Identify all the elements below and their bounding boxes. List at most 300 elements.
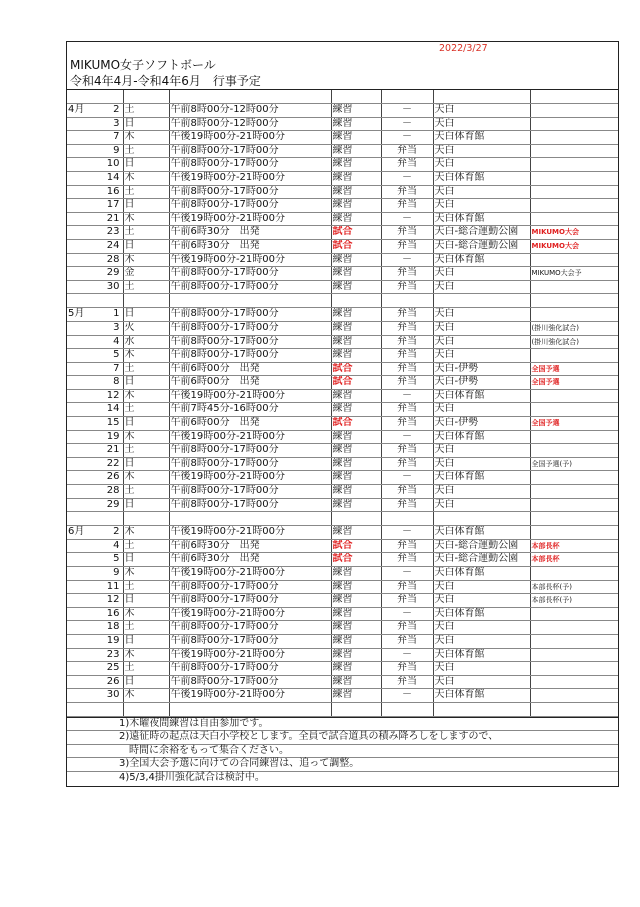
day-cell xyxy=(67,444,123,458)
weekday-cell: 土 xyxy=(123,621,169,635)
empty-cell xyxy=(433,512,530,526)
meal-cell: 弁当 xyxy=(381,417,433,431)
schedule-row xyxy=(67,689,618,703)
event-type-cell: 練習 xyxy=(331,158,381,172)
place-cell: 天白 xyxy=(433,158,530,172)
empty-cell xyxy=(123,294,169,308)
place-cell: 天白体育館 xyxy=(433,648,530,662)
note-cell: MIKUMO大会 xyxy=(530,226,618,240)
note-cell xyxy=(530,607,618,621)
empty-cell xyxy=(381,512,433,526)
note-cell: 全国予選 xyxy=(530,376,618,390)
schedule-row xyxy=(67,648,618,662)
event-type-cell: 練習 xyxy=(331,185,381,199)
weekday-cell: 土 xyxy=(123,580,169,594)
place-cell: 天白 xyxy=(433,634,530,648)
schedule-row xyxy=(67,185,618,199)
event-type-cell: 練習 xyxy=(331,594,381,608)
time-cell: 午後19時00分-21時00分 xyxy=(169,648,331,662)
note-cell xyxy=(530,104,618,118)
place-cell: 天白 xyxy=(433,498,530,512)
note-cell: 本部長杯 xyxy=(530,553,618,567)
place-cell: 天白 xyxy=(433,403,530,417)
time-cell: 午前6時30分 出発 xyxy=(169,553,331,567)
note-cell xyxy=(530,648,618,662)
meal-cell: － xyxy=(381,567,433,581)
day-cell xyxy=(67,539,123,553)
note-cell xyxy=(530,171,618,185)
weekday-cell: 火 xyxy=(123,321,169,335)
note-cell: 全国予選 xyxy=(530,417,618,431)
day-number: 30 xyxy=(106,689,120,701)
empty-cell xyxy=(433,90,530,104)
schedule-row xyxy=(67,104,618,118)
place-cell: 天白 xyxy=(433,662,530,676)
place-cell: 天白 xyxy=(433,104,530,118)
weekday-cell: 水 xyxy=(123,335,169,349)
day-cell xyxy=(67,471,123,485)
weekday-cell: 木 xyxy=(123,389,169,403)
day-number: 28 xyxy=(106,485,120,497)
time-cell: 午前6時00分 出発 xyxy=(169,362,331,376)
day-number: 8 xyxy=(113,376,120,388)
schedule-row xyxy=(67,267,618,281)
event-type-cell: 練習 xyxy=(331,403,381,417)
place-cell: 天白体育館 xyxy=(433,253,530,267)
note-cell xyxy=(530,144,618,158)
place-cell: 天白 xyxy=(433,117,530,131)
schedule-row xyxy=(67,567,618,581)
schedule-row xyxy=(67,117,618,131)
day-cell xyxy=(67,349,123,363)
meal-cell: － xyxy=(381,117,433,131)
meal-cell: － xyxy=(381,104,433,118)
day-number: 21 xyxy=(106,212,120,224)
meal-cell: 弁当 xyxy=(381,158,433,172)
schedule-row xyxy=(67,580,618,594)
note-cell xyxy=(530,498,618,512)
time-cell: 午前8時00分-17時00分 xyxy=(169,349,331,363)
meal-cell: 弁当 xyxy=(381,403,433,417)
day-cell xyxy=(67,144,123,158)
time-cell: 午前8時00分-17時00分 xyxy=(169,267,331,281)
time-cell: 午前6時30分 出発 xyxy=(169,539,331,553)
weekday-cell: 土 xyxy=(123,403,169,417)
day-number: 26 xyxy=(106,471,120,483)
schedule-row xyxy=(67,321,618,335)
meal-cell: 弁当 xyxy=(381,362,433,376)
time-cell: 午前8時00分-17時00分 xyxy=(169,675,331,689)
day-cell xyxy=(67,212,123,226)
day-cell xyxy=(67,158,123,172)
day-cell xyxy=(67,131,123,145)
day-cell xyxy=(67,117,123,131)
place-cell: 天白-総合運動公園 xyxy=(433,239,530,253)
place-cell: 天白 xyxy=(433,675,530,689)
weekday-cell: 土 xyxy=(123,144,169,158)
empty-cell xyxy=(123,512,169,526)
day-number: 1 xyxy=(113,308,120,320)
day-cell xyxy=(67,239,123,253)
time-cell: 午後19時00分-21時00分 xyxy=(169,430,331,444)
meal-cell: 弁当 xyxy=(381,539,433,553)
day-number: 29 xyxy=(106,267,120,279)
empty-cell xyxy=(381,294,433,308)
empty-cell xyxy=(530,512,618,526)
day-cell xyxy=(67,430,123,444)
meal-cell: － xyxy=(381,212,433,226)
time-cell: 午前8時00分-17時00分 xyxy=(169,457,331,471)
day-number: 18 xyxy=(106,621,120,633)
schedule-row xyxy=(67,498,618,512)
meal-cell: 弁当 xyxy=(381,185,433,199)
note-cell: 本部長杯(予) xyxy=(530,594,618,608)
note-line: 時間に余裕をもって集合ください。 xyxy=(67,745,618,759)
event-type-cell: 試合 xyxy=(331,239,381,253)
weekday-cell: 土 xyxy=(123,444,169,458)
weekday-cell: 土 xyxy=(123,104,169,118)
document-date: 2022/3/27 xyxy=(439,43,488,54)
weekday-cell: 木 xyxy=(123,689,169,703)
note-cell xyxy=(530,567,618,581)
event-type-cell: 試合 xyxy=(331,417,381,431)
place-cell: 天白-総合運動公園 xyxy=(433,226,530,240)
event-type-cell: 練習 xyxy=(331,444,381,458)
weekday-cell: 日 xyxy=(123,675,169,689)
weekday-cell: 日 xyxy=(123,199,169,213)
note-cell xyxy=(530,526,618,540)
meal-cell: 弁当 xyxy=(381,308,433,322)
spacer-row xyxy=(67,90,618,104)
day-cell xyxy=(67,675,123,689)
place-cell: 天白体育館 xyxy=(433,526,530,540)
empty-cell xyxy=(67,512,123,526)
place-cell: 天白 xyxy=(433,280,530,294)
time-cell: 午後19時00分-21時00分 xyxy=(169,689,331,703)
schedule-table xyxy=(67,89,618,717)
empty-cell xyxy=(530,90,618,104)
time-cell: 午前6時30分 出発 xyxy=(169,239,331,253)
meal-cell: － xyxy=(381,430,433,444)
meal-cell: 弁当 xyxy=(381,485,433,499)
note-cell: 本部長杯 xyxy=(530,539,618,553)
day-cell xyxy=(67,226,123,240)
schedule-row xyxy=(67,144,618,158)
day-number: 21 xyxy=(106,444,120,456)
day-number: 7 xyxy=(113,362,120,374)
day-number: 23 xyxy=(106,226,120,238)
note-cell xyxy=(530,471,618,485)
empty-cell xyxy=(331,294,381,308)
schedule-row xyxy=(67,607,618,621)
meal-cell: － xyxy=(381,648,433,662)
schedule-row xyxy=(67,171,618,185)
day-number: 9 xyxy=(113,567,120,578)
team-title: MIKUMO女子ソフトボール xyxy=(70,58,216,72)
note-cell xyxy=(530,212,618,226)
weekday-cell: 日 xyxy=(123,634,169,648)
schedule-row xyxy=(67,389,618,403)
day-number: 4 xyxy=(113,335,120,347)
empty-cell xyxy=(433,702,530,716)
meal-cell: － xyxy=(381,607,433,621)
day-cell xyxy=(67,594,123,608)
note-cell: MIKUMO大会予 xyxy=(530,267,618,281)
meal-cell: － xyxy=(381,526,433,540)
note-cell xyxy=(530,280,618,294)
schedule-row xyxy=(67,226,618,240)
day-cell xyxy=(67,607,123,621)
day-number: 26 xyxy=(106,675,120,687)
weekday-cell: 土 xyxy=(123,485,169,499)
time-cell: 午後19時00分-21時00分 xyxy=(169,389,331,403)
time-cell: 午前8時00分-12時00分 xyxy=(169,117,331,131)
day-cell xyxy=(67,526,123,540)
weekday-cell: 日 xyxy=(123,239,169,253)
note-cell xyxy=(530,444,618,458)
day-cell xyxy=(67,417,123,431)
notes-section xyxy=(67,717,618,787)
empty-cell xyxy=(381,90,433,104)
weekday-cell: 木 xyxy=(123,526,169,540)
event-type-cell: 練習 xyxy=(331,485,381,499)
schedule-row xyxy=(67,131,618,145)
meal-cell: － xyxy=(381,131,433,145)
meal-cell: 弁当 xyxy=(381,199,433,213)
weekday-cell: 日 xyxy=(123,498,169,512)
place-cell: 天白体育館 xyxy=(433,389,530,403)
schedule-row xyxy=(67,212,618,226)
meal-cell: － xyxy=(381,171,433,185)
place-cell: 天白 xyxy=(433,580,530,594)
time-cell: 午後19時00分-21時00分 xyxy=(169,607,331,621)
time-cell: 午後19時00分-21時00分 xyxy=(169,253,331,267)
time-cell: 午後19時00分-21時00分 xyxy=(169,471,331,485)
day-cell xyxy=(67,308,123,322)
month-label: 6月 xyxy=(68,526,85,538)
day-number: 5 xyxy=(113,349,120,361)
day-number: 3 xyxy=(113,117,120,129)
schedule-row xyxy=(67,485,618,499)
empty-cell xyxy=(67,294,123,308)
note-line: 2)遠征時の起点は天白小学校とします。全員で試合道具の積み降ろしをしますので、 xyxy=(67,731,618,745)
day-number: 29 xyxy=(106,498,120,510)
time-cell: 午後19時00分-21時00分 xyxy=(169,567,331,581)
note-cell: 全国予選(予) xyxy=(530,457,618,471)
place-cell: 天白体育館 xyxy=(433,171,530,185)
event-type-cell: 練習 xyxy=(331,267,381,281)
event-type-cell: 練習 xyxy=(331,335,381,349)
day-number: 14 xyxy=(106,403,120,415)
spacer-row xyxy=(67,512,618,526)
day-cell xyxy=(67,267,123,281)
day-number: 23 xyxy=(106,648,120,660)
event-type-cell: 練習 xyxy=(331,253,381,267)
day-cell xyxy=(67,634,123,648)
weekday-cell: 日 xyxy=(123,594,169,608)
empty-cell xyxy=(169,90,331,104)
schedule-row xyxy=(67,349,618,363)
event-type-cell: 練習 xyxy=(331,308,381,322)
meal-cell: 弁当 xyxy=(381,444,433,458)
schedule-sheet xyxy=(66,41,619,787)
time-cell: 午前8時00分-17時00分 xyxy=(169,580,331,594)
meal-cell: 弁当 xyxy=(381,267,433,281)
event-type-cell: 練習 xyxy=(331,280,381,294)
event-type-cell: 練習 xyxy=(331,144,381,158)
event-type-cell: 練習 xyxy=(331,389,381,403)
time-cell: 午前8時00分-17時00分 xyxy=(169,144,331,158)
weekday-cell: 土 xyxy=(123,280,169,294)
spacer-row xyxy=(67,294,618,308)
empty-cell xyxy=(67,90,123,104)
event-type-cell: 練習 xyxy=(331,648,381,662)
event-type-cell: 練習 xyxy=(331,199,381,213)
place-cell: 天白 xyxy=(433,144,530,158)
place-cell: 天白 xyxy=(433,621,530,635)
meal-cell: 弁当 xyxy=(381,594,433,608)
day-cell xyxy=(67,280,123,294)
day-cell xyxy=(67,457,123,471)
time-cell: 午前6時00分 出発 xyxy=(169,376,331,390)
note-cell: 全国予選 xyxy=(530,362,618,376)
day-number: 10 xyxy=(106,158,120,170)
empty-cell xyxy=(331,90,381,104)
time-cell: 午前8時00分-17時00分 xyxy=(169,335,331,349)
weekday-cell: 木 xyxy=(123,430,169,444)
place-cell: 天白体育館 xyxy=(433,689,530,703)
weekday-cell: 日 xyxy=(123,117,169,131)
note-cell xyxy=(530,403,618,417)
place-cell: 天白-総合運動公園 xyxy=(433,553,530,567)
event-type-cell: 練習 xyxy=(331,675,381,689)
empty-cell xyxy=(331,702,381,716)
time-cell: 午前8時00分-17時00分 xyxy=(169,199,331,213)
day-number: 11 xyxy=(106,580,120,592)
note-cell xyxy=(530,389,618,403)
day-number: 4 xyxy=(113,539,120,551)
time-cell: 午前8時00分-17時00分 xyxy=(169,594,331,608)
schedule-row xyxy=(67,621,618,635)
day-cell xyxy=(67,662,123,676)
meal-cell: 弁当 xyxy=(381,280,433,294)
meal-cell: 弁当 xyxy=(381,553,433,567)
weekday-cell: 土 xyxy=(123,362,169,376)
day-number: 12 xyxy=(106,594,120,606)
schedule-row xyxy=(67,471,618,485)
weekday-cell: 土 xyxy=(123,539,169,553)
place-cell: 天白 xyxy=(433,335,530,349)
time-cell: 午前6時00分 出発 xyxy=(169,417,331,431)
day-cell xyxy=(67,553,123,567)
meal-cell: 弁当 xyxy=(381,498,433,512)
meal-cell: 弁当 xyxy=(381,662,433,676)
meal-cell: － xyxy=(381,471,433,485)
note-cell xyxy=(530,689,618,703)
schedule-row xyxy=(67,376,618,390)
weekday-cell: 日 xyxy=(123,553,169,567)
time-cell: 午前8時00分-17時00分 xyxy=(169,662,331,676)
place-cell: 天白体育館 xyxy=(433,430,530,444)
note-cell xyxy=(530,117,618,131)
day-cell xyxy=(67,104,123,118)
weekday-cell: 木 xyxy=(123,648,169,662)
schedule-row xyxy=(67,634,618,648)
event-type-cell: 練習 xyxy=(331,171,381,185)
empty-cell xyxy=(331,512,381,526)
meal-cell: 弁当 xyxy=(381,580,433,594)
time-cell: 午前8時00分-17時00分 xyxy=(169,621,331,635)
empty-cell xyxy=(169,512,331,526)
time-cell: 午前8時00分-17時00分 xyxy=(169,634,331,648)
event-type-cell: 練習 xyxy=(331,580,381,594)
month-label: 4月 xyxy=(68,104,85,115)
event-type-cell: 練習 xyxy=(331,430,381,444)
day-number: 7 xyxy=(113,131,120,143)
day-number: 30 xyxy=(106,280,120,292)
weekday-cell: 金 xyxy=(123,267,169,281)
day-number: 3 xyxy=(113,321,120,333)
place-cell: 天白 xyxy=(433,185,530,199)
day-number: 25 xyxy=(106,662,120,674)
time-cell: 午前8時00分-12時00分 xyxy=(169,104,331,118)
day-cell xyxy=(67,253,123,267)
day-number: 28 xyxy=(106,253,120,265)
schedule-row xyxy=(67,675,618,689)
note-cell: 本部長杯(予) xyxy=(530,580,618,594)
note-line: 3)全国大会予選に向けての合同練習は、追って調整。 xyxy=(67,758,618,772)
weekday-cell: 日 xyxy=(123,158,169,172)
event-type-cell: 練習 xyxy=(331,567,381,581)
time-cell: 午前8時00分-17時00分 xyxy=(169,498,331,512)
place-cell: 天白-伊勢 xyxy=(433,417,530,431)
schedule-row xyxy=(67,430,618,444)
time-cell: 午後19時00分-21時00分 xyxy=(169,526,331,540)
day-cell xyxy=(67,321,123,335)
empty-cell xyxy=(381,702,433,716)
note-cell: (掛川強化試合) xyxy=(530,335,618,349)
place-cell: 天白体育館 xyxy=(433,131,530,145)
schedule-row xyxy=(67,403,618,417)
month-label: 5月 xyxy=(68,308,85,320)
weekday-cell: 土 xyxy=(123,662,169,676)
place-cell: 天白-伊勢 xyxy=(433,376,530,390)
weekday-cell: 木 xyxy=(123,253,169,267)
schedule-row xyxy=(67,417,618,431)
place-cell: 天白 xyxy=(433,457,530,471)
schedule-row xyxy=(67,280,618,294)
weekday-cell: 木 xyxy=(123,607,169,621)
time-cell: 午前8時00分-17時00分 xyxy=(169,444,331,458)
note-cell: (掛川強化試合) xyxy=(530,321,618,335)
day-cell xyxy=(67,580,123,594)
schedule-row xyxy=(67,594,618,608)
note-cell xyxy=(530,675,618,689)
event-type-cell: 試合 xyxy=(331,553,381,567)
time-cell: 午前8時00分-17時00分 xyxy=(169,280,331,294)
place-cell: 天白体育館 xyxy=(433,567,530,581)
event-type-cell: 練習 xyxy=(331,104,381,118)
note-line: 1)木曜夜間練習は自由参加です。 xyxy=(67,718,618,732)
event-type-cell: 練習 xyxy=(331,457,381,471)
weekday-cell: 日 xyxy=(123,308,169,322)
day-number: 2 xyxy=(113,526,120,538)
event-type-cell: 練習 xyxy=(331,349,381,363)
weekday-cell: 木 xyxy=(123,131,169,145)
day-number: 12 xyxy=(106,389,120,401)
schedule-row xyxy=(67,158,618,172)
time-cell: 午前8時00分-17時00分 xyxy=(169,485,331,499)
